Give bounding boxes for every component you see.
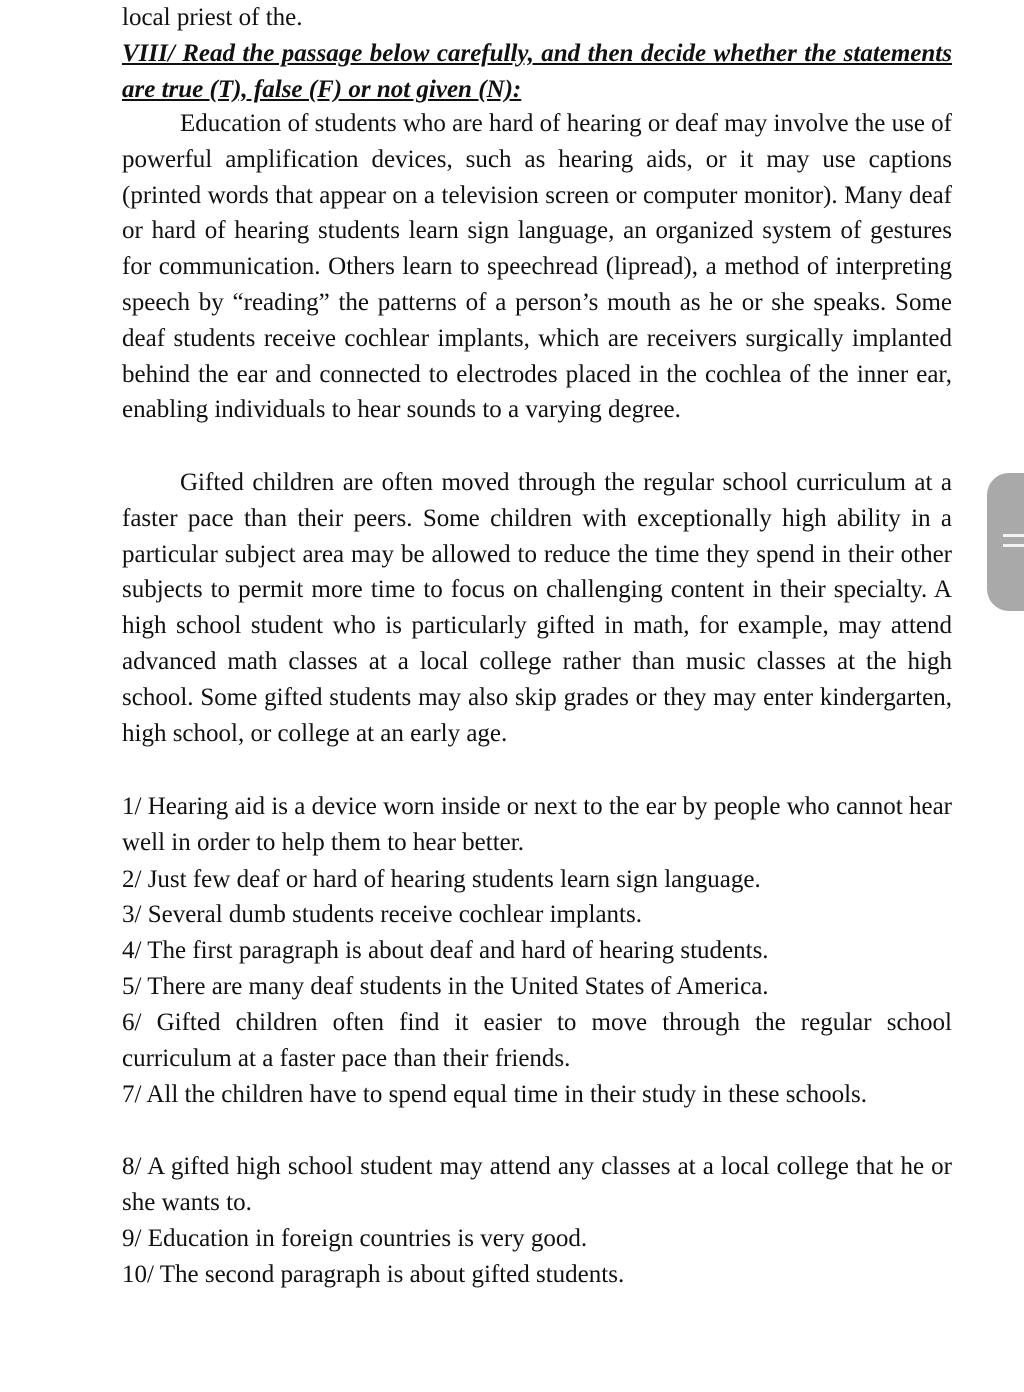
- grip-lines-icon: [1003, 544, 1024, 547]
- question-3: 3/ Several dumb students receive cochlear implants.: [122, 901, 642, 928]
- scroll-handle[interactable]: [987, 473, 1024, 611]
- question-8: 8/ A gifted high school student may attend any classes at a local college that he or she wants to.: [122, 1153, 952, 1216]
- passage-paragraph-1: Education of students who are hard of hearing or deaf may involve the use of powerful amplification devices, such as hearing aids, or it may use captions (printed words that appear on a television screen or computer monitor). Many deaf or hard of hearing students learn sign language, an organized system of gestures for communication. Others learn to speechread (lipread), a method of interpreting speech by “reading” the patterns of a person’s mouth as he or she speaks. Some deaf students receive cochlear implants, which are receivers surgically implanted behind the ear and connected to electrodes placed in the cochlea of the inner ear, enabling individuals to hear sounds to a varying degree.: [122, 110, 952, 424]
- top-fragment-text: local priest of the.: [122, 4, 303, 31]
- question-6: 6/ Gifted children often find it easier to move through the regular school curriculum at a faster pace than their friends.: [122, 1009, 952, 1072]
- grip-lines-icon: [1003, 534, 1024, 537]
- section-heading: VIII/ Read the passage below carefully, and then decide whether the statements are true (T), false (F) or not given (N):: [122, 40, 952, 103]
- question-2: 2/ Just few deaf or hard of hearing students learn sign language.: [122, 866, 761, 893]
- question-4: 4/ The first paragraph is about deaf and hard of hearing students.: [122, 937, 769, 964]
- question-9: 9/ Education in foreign countries is very good.: [122, 1225, 588, 1252]
- question-5: 5/ There are many deaf students in the United States of America.: [122, 973, 769, 1000]
- passage-paragraph-2: Gifted children are often moved through the regular school curriculum at a faster pace than their peers. Some children with exceptionally high ability in a particular subject area may be allowed to reduce the time they spend in their other subjects to permit more time to focus on challenging content in their specialty. A high school student who is particularly gifted in math, for example, may attend advanced math classes at a local college rather than music classes at the high school. Some gifted students may also skip grades or they may enter kindergarten, high school, or college at an early age.: [122, 469, 952, 747]
- question-10: 10/ The second paragraph is about gifted students.: [122, 1261, 625, 1288]
- question-1: 1/ Hearing aid is a device worn inside or next to the ear by people who cannot hear well in order to help them to hear better.: [122, 793, 952, 856]
- question-7: 7/ All the children have to spend equal time in their study in these schools.: [122, 1081, 867, 1108]
